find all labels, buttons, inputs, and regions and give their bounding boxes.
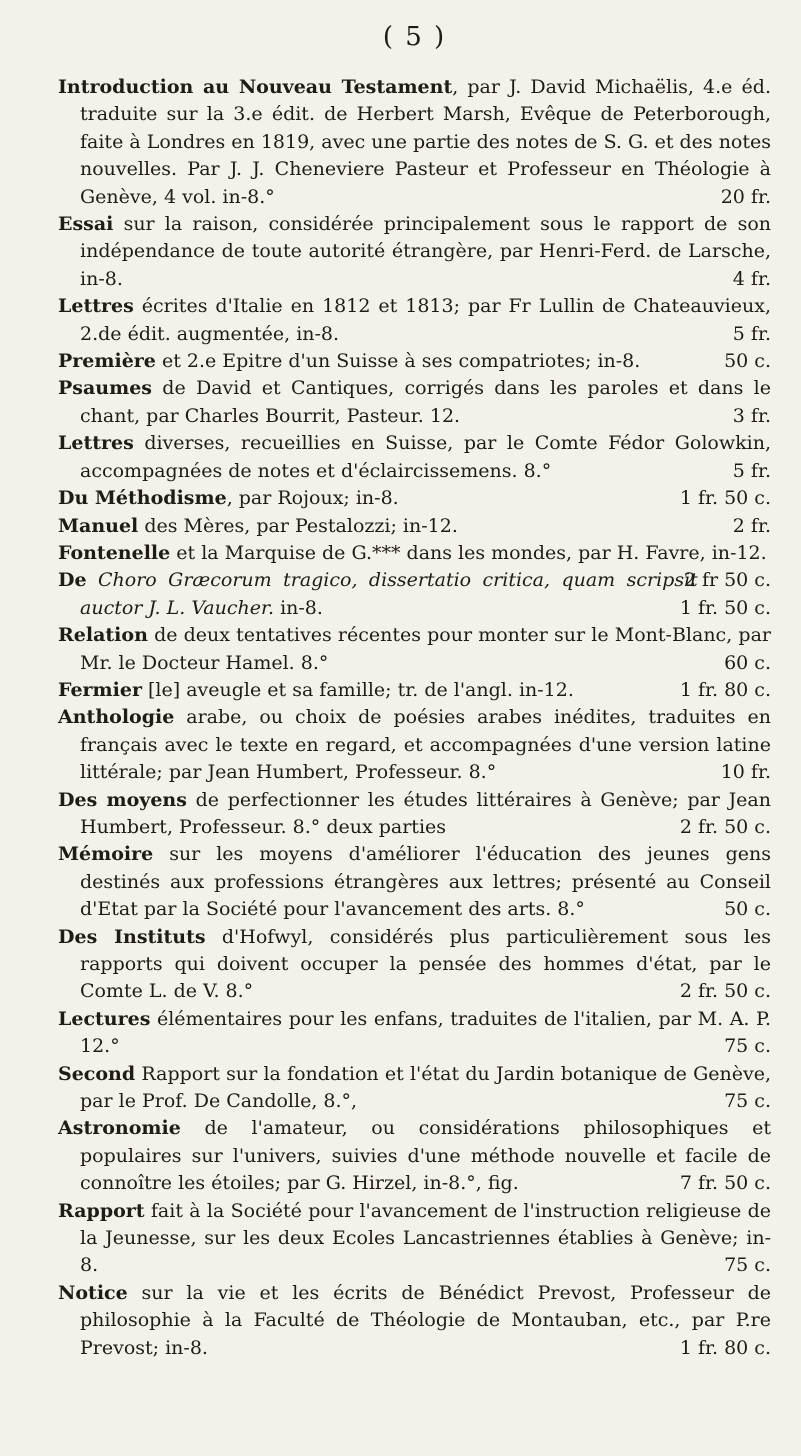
catalogue-entry — [58, 375, 771, 430]
entry-title: Relation — [58, 624, 148, 647]
catalogue-entry — [58, 211, 771, 293]
entry-title: Notice — [58, 1281, 128, 1304]
catalogue-entry — [58, 430, 771, 485]
entry-description: des Mères, par Pestalozzi; in-12. — [138, 514, 458, 537]
entry-description: de deux tentatives récentes pour monter sur le Mont-Blanc, par Mr. le Docteur Hamel. 8.° — [80, 624, 771, 674]
catalogue-entry — [58, 74, 771, 211]
catalogue-entry — [58, 513, 771, 540]
entry-description: , par J. David Michaëlis, 4.e éd. traduite sur la 3.e édit. de Herbert Marsh, Evêque de Peterborough, faite à Londres en 1819, avec une partie des notes de S. G. et des notes nouvelles. Par J. J. Cheneviere Pasteur et Professeur en Théologie à Genève, 4 vol. in-8.° — [80, 76, 771, 208]
catalogue-entry — [58, 293, 771, 348]
entry-price: 20 fr. — [720, 185, 771, 208]
catalogue-entry — [58, 540, 771, 592]
catalogue-entry — [58, 1280, 771, 1362]
entry-title: Essai — [58, 213, 114, 236]
entry-price: 75 c. — [724, 1090, 771, 1113]
entry-title: Second — [58, 1062, 136, 1085]
entry-price: 2 fr. 50 c. — [679, 815, 771, 838]
entry-description: sur la raison, considérée principalement sous le rapport de son indépendance de toute autorité étrangère, par Henri-Ferd. de Larsche, in-8. — [80, 213, 771, 290]
catalogue-entry — [58, 841, 771, 923]
entry-title: Lettres — [58, 295, 134, 318]
entry-title: Fontenelle — [58, 541, 171, 564]
entry-title: Anthologie — [58, 706, 175, 729]
entry-description: [le] aveugle et sa famille; tr. de l'angl. in-12. — [141, 678, 574, 701]
entry-title: Des Instituts — [58, 925, 206, 948]
catalogue-entry — [58, 1006, 771, 1061]
entry-price: 50 c. — [724, 350, 771, 373]
entry-description: sur la vie et les écrits de Bénédict Prevost, Professeur de philosophie à la Faculté de Théologie de Montauban, etc., par P.re Prevost; in-8. — [80, 1281, 771, 1359]
entry-title: Lectures — [58, 1007, 151, 1030]
entry-title: Introduction au Nouveau Testament — [58, 76, 453, 98]
entry-price: 5 fr. — [732, 459, 771, 482]
entry-title: De — [58, 569, 87, 592]
entry-description: écrites d'Italie en 1812 et 1813; par Fr Lullin de Chateauvieux, 2.de édit. augmentée, in-8. — [80, 295, 771, 345]
catalogue-entry — [58, 677, 771, 704]
entry-price: 1 fr. 80 c. — [679, 1336, 771, 1359]
catalogue-entry — [58, 622, 771, 677]
entry-title: Fermier — [58, 678, 142, 701]
entry-price: 10 fr. — [720, 761, 771, 784]
catalogue-entry — [58, 787, 771, 842]
catalogue-entry — [58, 1198, 771, 1280]
entry-price: 1 fr. 50 c. — [679, 596, 771, 619]
entry-price: 2 fr 50 c. — [683, 569, 771, 592]
entry-price: 60 c. — [724, 651, 771, 674]
catalogue-list — [58, 74, 771, 1362]
entry-price: 75 c. — [724, 1035, 771, 1058]
entry-title: Lettres — [58, 432, 134, 455]
entry-price: 50 c. — [724, 898, 771, 921]
entry-description: élémentaires pour les enfans, traduites de l'italien, par M. A. P. 12.° — [80, 1007, 771, 1058]
entry-description: Rapport sur la fondation et l'état du Jardin botanique de Genève, par le Prof. De Candolle, 8.°, — [80, 1062, 771, 1113]
entry-price: 75 c. — [724, 1254, 771, 1277]
entry-title: Du Méthodisme — [58, 487, 227, 510]
catalogue-entry — [58, 1115, 771, 1197]
entry-price: 4 fr. — [732, 267, 771, 290]
entry-price: 2 fr. 50 c. — [679, 980, 771, 1003]
entry-title: Des moyens — [58, 788, 187, 811]
entry-description: sur les moyens d'améliorer l'éducation des jeunes gens destinés aux professions étrangères aux lettres; présenté au Conseil d'Etat par la Société pour l'avancement des arts. 8.° — [80, 843, 771, 921]
catalogue-entry — [58, 704, 771, 786]
catalogue-entry — [58, 567, 771, 622]
entry-title: Astronomie — [58, 1117, 181, 1140]
entry-price: 1 fr. 50 c. — [679, 487, 771, 510]
entry-description: d'Hofwyl, considérés plus particulièrement sous les rapports qui doivent occuper la pensée des hommes d'état, par le Comte L. de V. 8.° — [80, 925, 771, 1003]
entry-description: , par Rojoux; in-8. — [226, 487, 399, 510]
entry-price: 3 fr. — [732, 404, 771, 427]
catalogue-entry — [58, 924, 771, 1006]
entry-latin-title: Choro Græcorum tragico, dissertatio critica, quam scripsit auctor J. L. Vaucher. — [80, 569, 698, 619]
entry-title: Rapport — [58, 1199, 145, 1222]
entry-description: arabe, ou choix de poésies arabes inédites, traduites en français avec le texte en regard, et accompagnées d'une version latine littérale; par Jean Humbert, Professeur. 8.° — [80, 706, 771, 784]
entry-description: et 2.e Epitre d'un Suisse à ses compatriotes; in-8. — [155, 350, 641, 373]
entry-title: Psaumes — [58, 377, 152, 400]
entry-description: in-8. — [274, 596, 323, 619]
entry-price: 1 fr. 80 c. — [679, 678, 771, 701]
entry-description: de l'amateur, ou considérations philosophiques et populaires sur l'univers, suivies d'une méthode nouvelle et facile de connoître les étoiles; par G. Hirzel, in-8.°, fig. — [80, 1117, 771, 1195]
entry-price: 5 fr. — [732, 322, 771, 345]
page-number: ( 5 ) — [382, 22, 447, 52]
catalogue-entry — [58, 348, 771, 375]
entry-description: de David et Cantiques, corrigés dans les paroles et dans le chant, par Charles Bourrit, Pasteur. 12. — [80, 377, 771, 427]
entry-description: et la Marquise de G.*** dans les mondes, par H. Favre, in-12. — [170, 541, 767, 564]
catalogue-entry — [58, 485, 771, 512]
entry-description: diverses, recueillies en Suisse, par le Comte Fédor Golowkin, accompagnées de notes et d'éclaircissemens. 8.° — [80, 432, 771, 482]
entry-title: Manuel — [58, 514, 139, 537]
catalogue-entry — [58, 1061, 771, 1116]
entry-title: Première — [58, 350, 156, 373]
entry-description: fait à la Société pour l'avancement de l'instruction religieuse de la Jeunesse, sur les deux Ecoles Lancastriennes établies à Genève; in-8. — [80, 1199, 771, 1277]
entry-price: 7 fr. 50 c. — [679, 1172, 771, 1195]
entry-price: 2 fr. — [732, 514, 771, 537]
entry-title: Mémoire — [58, 843, 154, 866]
entry-description: de perfectionner les études littéraires à Genève; par Jean Humbert, Professeur. 8.° deux parties — [80, 788, 771, 838]
